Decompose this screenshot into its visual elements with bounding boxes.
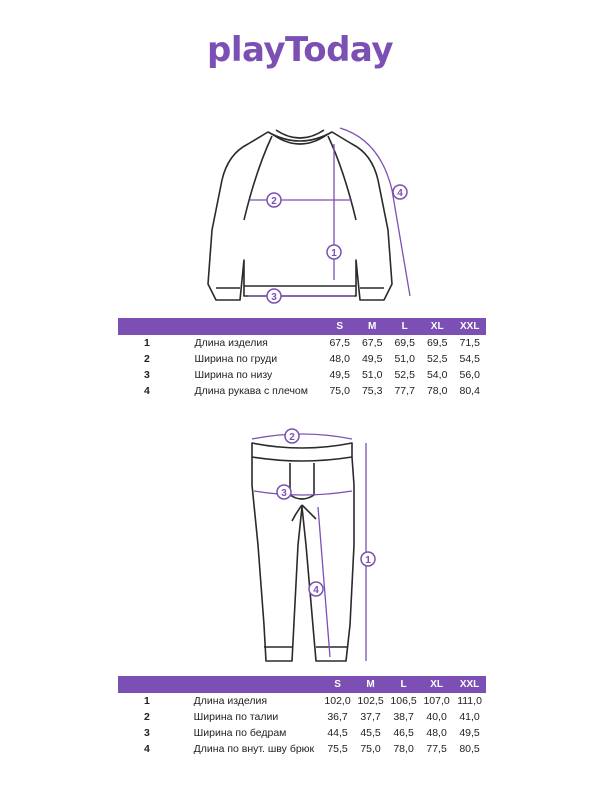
measure-name: Ширина по талии bbox=[193, 711, 279, 723]
measure-value: 38,7 bbox=[393, 711, 414, 723]
shirt-size-table bbox=[118, 318, 486, 399]
size-header: L bbox=[387, 676, 420, 693]
size-header: S bbox=[323, 318, 356, 335]
measure-value: 77,7 bbox=[394, 385, 415, 397]
size-header: S bbox=[321, 676, 354, 693]
marker-3-label: 3 bbox=[281, 488, 287, 499]
size-header: XL bbox=[421, 318, 454, 335]
header-blank bbox=[118, 318, 323, 335]
measure-value: 48,0 bbox=[426, 727, 447, 739]
measure-value: 49,5 bbox=[361, 353, 383, 365]
measure-value: 49,5 bbox=[459, 727, 480, 739]
pants-diagram bbox=[0, 425, 600, 670]
table-header bbox=[118, 318, 486, 335]
row-number: 4 bbox=[144, 385, 150, 397]
measure-name: Длина рукава с плечом bbox=[194, 385, 308, 397]
size-header: XXL bbox=[453, 318, 486, 335]
size-header: M bbox=[356, 318, 389, 335]
measure-value: 75,5 bbox=[327, 743, 348, 755]
table-row bbox=[118, 383, 486, 399]
size-header: M bbox=[354, 676, 387, 693]
measure-value: 48,0 bbox=[329, 353, 350, 365]
measure-value: 51,0 bbox=[394, 353, 415, 365]
measure-value: 67,5 bbox=[329, 337, 350, 349]
marker-2-label: 2 bbox=[289, 432, 295, 443]
measure-value: 69,5 bbox=[426, 337, 448, 349]
measure-value: 56,0 bbox=[459, 369, 480, 381]
measure-value: 78,0 bbox=[393, 743, 414, 755]
measure-value: 78,0 bbox=[426, 385, 448, 397]
table-row bbox=[118, 693, 486, 709]
measure-value: 41,0 bbox=[459, 711, 480, 723]
measure-value: 40,0 bbox=[426, 711, 447, 723]
measure-value: 102,0 bbox=[324, 695, 351, 707]
measure-value: 44,5 bbox=[327, 727, 348, 739]
measure-value: 80,4 bbox=[459, 385, 480, 397]
marker-2-label: 2 bbox=[271, 196, 277, 207]
header-blank bbox=[118, 676, 321, 693]
table-row bbox=[118, 709, 486, 725]
measure-value: 75,3 bbox=[361, 385, 383, 397]
measure-name: Ширина по груди bbox=[194, 353, 278, 365]
measure-value: 69,5 bbox=[394, 337, 415, 349]
shirt-diagram bbox=[0, 110, 600, 310]
size-header: XL bbox=[420, 676, 453, 693]
measure-value: 54,0 bbox=[426, 369, 448, 381]
table-header bbox=[118, 676, 486, 693]
table-row bbox=[118, 335, 486, 351]
row-number: 1 bbox=[144, 337, 150, 349]
measure-value: 71,5 bbox=[459, 337, 480, 349]
marker-1-label: 1 bbox=[365, 555, 371, 566]
brand-logo: playToday bbox=[207, 30, 393, 70]
row-number: 1 bbox=[144, 695, 150, 707]
row-number: 2 bbox=[144, 711, 150, 723]
measure-value: 106,5 bbox=[390, 695, 417, 707]
measure-value: 52,5 bbox=[394, 369, 415, 381]
row-number: 4 bbox=[144, 743, 150, 755]
measure-value: 49,5 bbox=[329, 369, 350, 381]
measure-value: 102,5 bbox=[357, 695, 384, 707]
measure-value: 75,0 bbox=[329, 385, 350, 397]
marker-1-label: 1 bbox=[331, 248, 337, 259]
measure-value: 80,5 bbox=[459, 743, 480, 755]
pants-size-table bbox=[118, 676, 486, 757]
measure-value: 36,7 bbox=[327, 711, 348, 723]
table-row bbox=[118, 367, 486, 383]
measure-name: Длина изделия bbox=[193, 695, 268, 707]
row-number: 2 bbox=[144, 353, 150, 365]
table-row bbox=[118, 741, 486, 757]
measure-value: 54,5 bbox=[459, 353, 480, 365]
marker-3-label: 3 bbox=[271, 292, 277, 303]
marker-4-label: 4 bbox=[397, 188, 403, 199]
table-row bbox=[118, 351, 486, 367]
measure-value: 111,0 bbox=[457, 695, 482, 707]
measure-value: 45,5 bbox=[360, 727, 381, 739]
size-header: L bbox=[388, 318, 421, 335]
row-number: 3 bbox=[144, 727, 150, 739]
measure-value: 77,5 bbox=[426, 743, 447, 755]
measure-name: Ширина по бедрам bbox=[193, 727, 287, 739]
marker-4-label: 4 bbox=[313, 585, 319, 596]
row-number: 3 bbox=[144, 369, 150, 381]
measure-value: 75,0 bbox=[360, 743, 381, 755]
size-header: XXL bbox=[453, 676, 486, 693]
measure-value: 51,0 bbox=[361, 369, 383, 381]
measure-name: Ширина по низу bbox=[194, 369, 273, 381]
table-row bbox=[118, 725, 486, 741]
measure-value: 107,0 bbox=[423, 695, 450, 707]
measure-value: 67,5 bbox=[361, 337, 383, 349]
measure-value: 46,5 bbox=[393, 727, 414, 739]
measure-value: 37,7 bbox=[360, 711, 381, 723]
measure-name: Длина изделия bbox=[194, 337, 268, 349]
measure-name: Длина по внут. шву брюк bbox=[193, 743, 315, 755]
measure-value: 52,5 bbox=[426, 353, 448, 365]
